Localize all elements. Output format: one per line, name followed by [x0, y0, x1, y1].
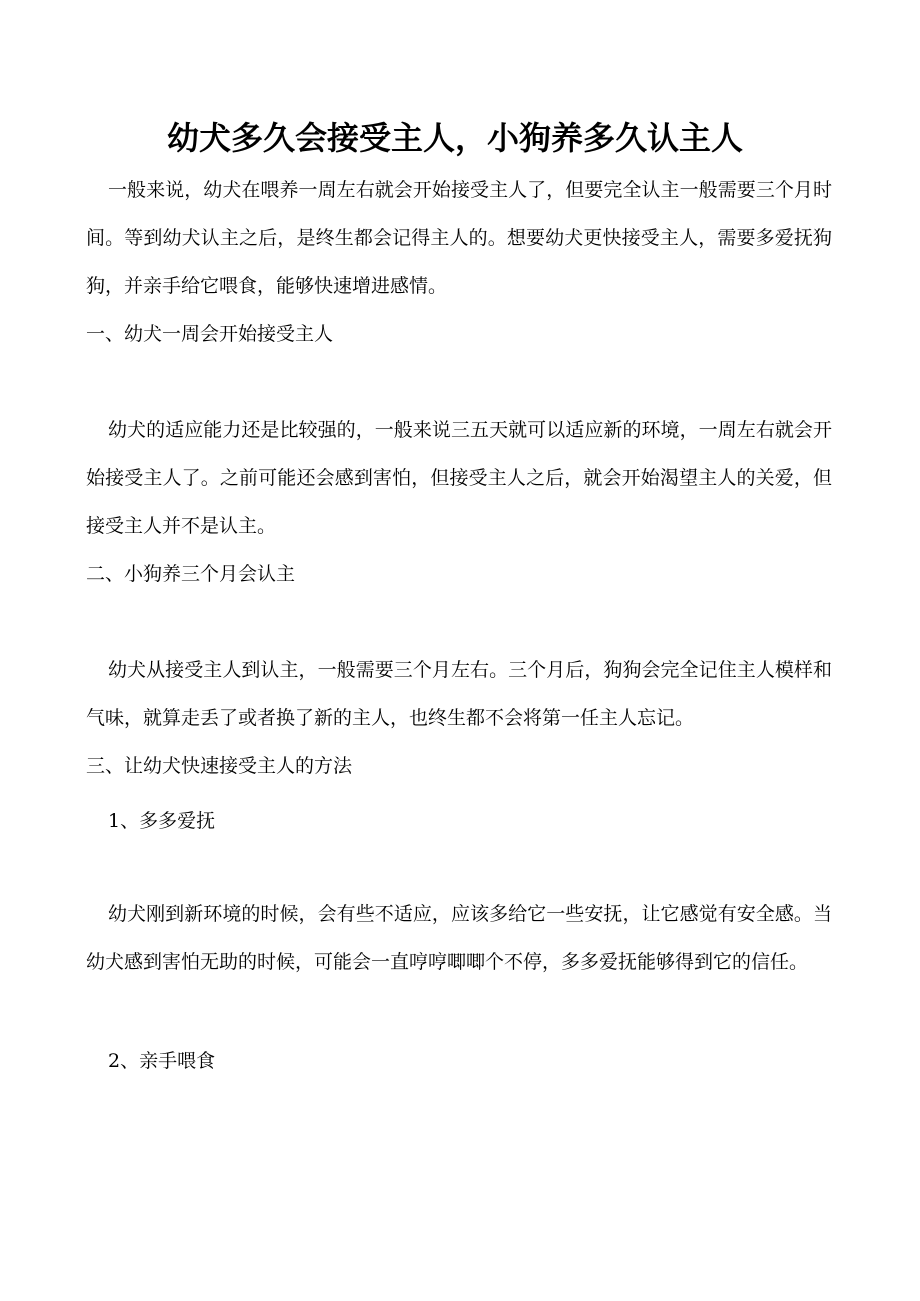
item-2-heading: 2、亲手喂食 [108, 1050, 216, 1072]
item-1-body: 幼犬刚到新环境的时候，会有些不适应，应该多给它一些安抚，让它感觉有安全感。当幼犬感到害怕无助的时候，可能会一直哼哼唧唧个不停，多多爱抚能够得到它的信任。 [86, 903, 832, 973]
section-2-body: 幼犬从接受主人到认主，一般需要三个月左右。三个月后，狗狗会完全记住主人模样和气味，就算走丢了或者换了新的主人，也终生都不会将第一任主人忘记。 [86, 659, 832, 729]
item-1-heading: 1、多多爱抚 [108, 810, 216, 832]
article-title: 幼犬多久会接受主人，小狗养多久认主人 [166, 119, 743, 157]
section-3-heading: 三、让幼犬快速接受主人的方法 [86, 755, 353, 777]
intro-paragraph: 一般来说，幼犬在喂养一周左右就会开始接受主人了，但要完全认主一般需要三个月时间。等到幼犬认主之后，是终生都会记得主人的。想要幼犬更快接受主人，需要多爱抚狗狗，并亲手给它喂食，能够快速增进感情。 [86, 179, 832, 297]
section-2-heading: 二、小狗养三个月会认主 [86, 563, 296, 585]
section-1-heading: 一、幼犬一周会开始接受主人 [86, 323, 334, 345]
section-1-body: 幼犬的适应能力还是比较强的，一般来说三五天就可以适应新的环境，一周左右就会开始接受主人了。之前可能还会感到害怕，但接受主人之后，就会开始渴望主人的关爱，但接受主人并不是认主。 [86, 419, 832, 537]
